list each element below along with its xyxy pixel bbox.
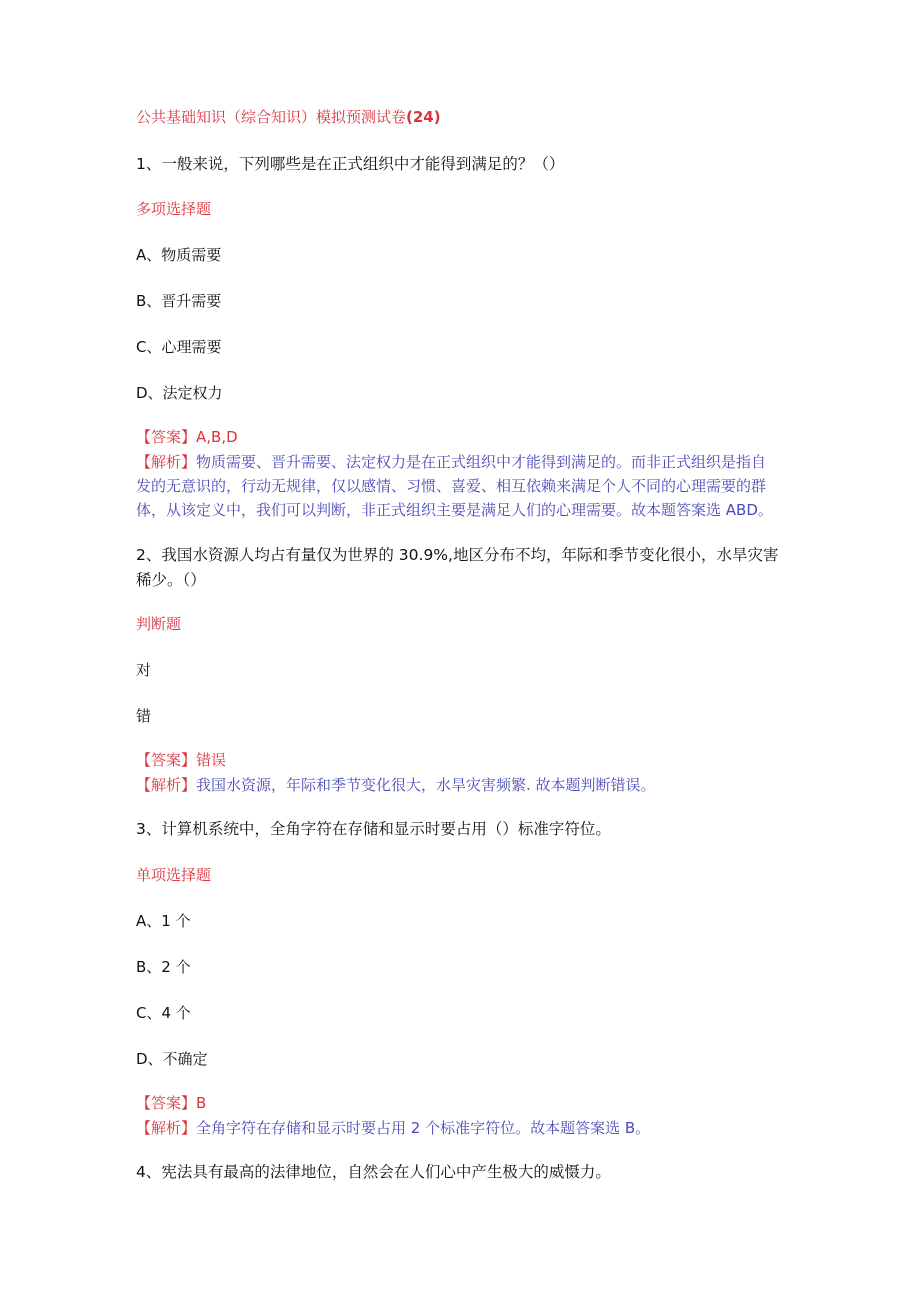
title-number: (24) — [406, 108, 441, 126]
explanation-line-3: 体，从该定义中，我们可以判断，非正式组织主要是满足人们的心理需要。故本题答案选 ABD。 — [136, 501, 773, 519]
document-title — [136, 106, 441, 128]
question-3-option-d: D、不确定 — [136, 1050, 208, 1068]
question-3-option-a: A、1 个 — [136, 912, 191, 930]
question-1-answer — [136, 426, 238, 448]
question-1-option-c: C、心理需要 — [136, 338, 222, 356]
explanation-tag: 【解析】 — [136, 1119, 197, 1137]
question-2-answer — [136, 749, 226, 771]
question-1-option-d: D、法定权力 — [136, 384, 223, 402]
question-1-text: 1、一般来说，下列哪些是在正式组织中才能得到满足的？（） — [136, 155, 565, 173]
answer-tag: 【答案】 — [136, 1094, 197, 1112]
explanation-text: 全角字符在存储和显示时要占用 2 个标准字符位。故本题答案选 B。 — [196, 1119, 651, 1137]
question-3-explanation — [136, 1116, 786, 1140]
question-4-text: 4、宪法具有最高的法律地位，自然会在人们心中产生极大的威慑力。 — [136, 1163, 611, 1181]
question-3-text: 3、计算机系统中，全角字符在存储和显示时要占用（）标准字符位。 — [136, 820, 611, 838]
question-2-text-line-2: 稀少。（） — [136, 571, 206, 589]
explanation-text: 我国水资源，年际和季节变化很大，水旱灾害频繁. 故本题判断错误。 — [196, 776, 656, 794]
question-3-type: 单项选择题 — [136, 866, 212, 884]
question-3-option-c: C、4 个 — [136, 1004, 191, 1022]
question-1-type: 多项选择题 — [136, 200, 212, 218]
question-2-explanation — [136, 773, 786, 797]
question-1-option-b: B、晋升需要 — [136, 292, 222, 310]
explanation-tag: 【解析】 — [136, 453, 197, 471]
explanation-line-1: 物质需要、晋升需要、法定权力是在正式组织中才能得到满足的。而非正式组织是指自 — [196, 453, 767, 471]
question-1-explanation — [136, 450, 786, 522]
answer-value: 错误 — [196, 751, 227, 769]
question-1-option-a: A、物质需要 — [136, 246, 222, 264]
answer-tag: 【答案】 — [136, 751, 197, 769]
question-2-option-false: 错 — [136, 707, 152, 725]
explanation-tag: 【解析】 — [136, 776, 197, 794]
answer-tag: 【答案】 — [136, 428, 197, 446]
question-2-type: 判断题 — [136, 615, 182, 633]
question-3-answer — [136, 1092, 206, 1114]
explanation-line-2: 发的无意识的，行动无规律，仅以感情、习惯、喜爱、相互依赖来满足个人不同的心理需要的群 — [136, 477, 767, 495]
title-text: 公共基础知识（综合知识）模拟预测试卷 — [136, 108, 407, 126]
question-2-option-true: 对 — [136, 661, 152, 679]
answer-value: A,B,D — [196, 428, 238, 446]
answer-value: B — [196, 1094, 207, 1112]
question-3-option-b: B、2 个 — [136, 958, 191, 976]
question-2-text-line-1: 2、我国水资源人均占有量仅为世界的 30.9%,地区分布不均，年际和季节变化很小，水旱灾害 — [136, 546, 779, 564]
